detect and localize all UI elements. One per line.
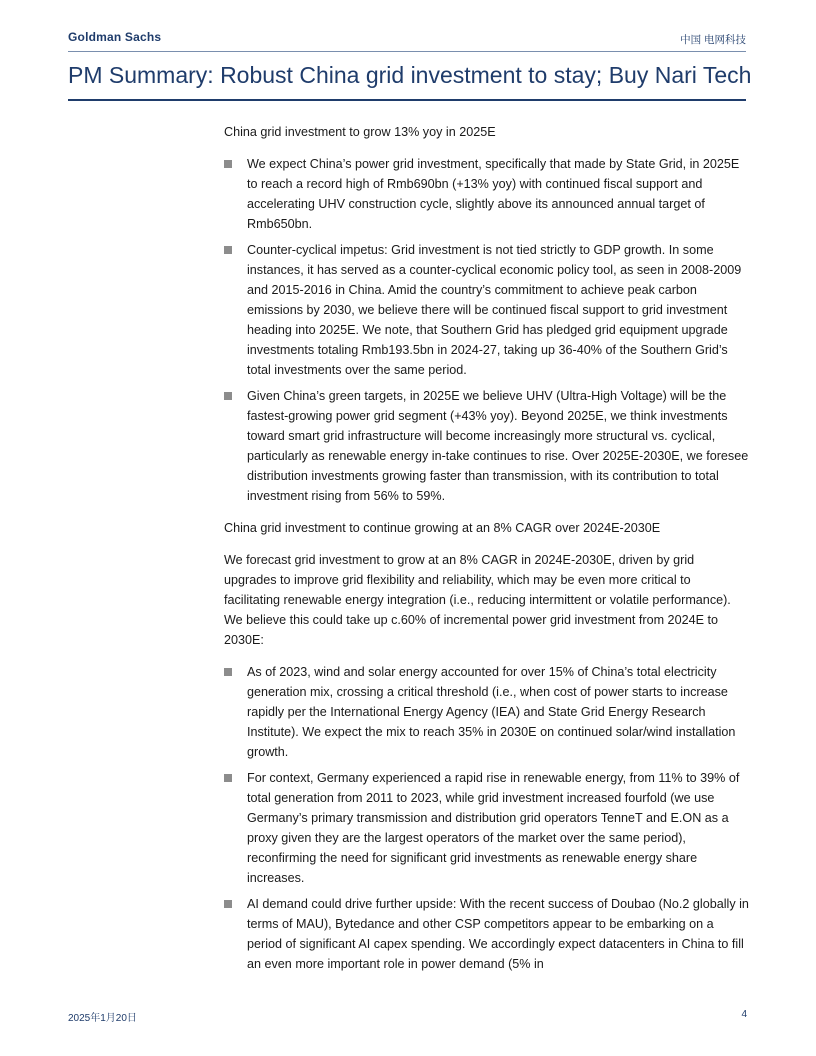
bullet-text: Given China’s green targets, in 2025E we believe UHV (Ultra-High Voltage) will be the fastest-growing power grid segment (+43% yoy). Beyond 2025E, we think investments toward smart grid infrastructure will become increasingly more structural vs. cyclical, particularly as renewable energy in-take continues to rise. Over 2025E-2030E, we foresee distribution investments growing faster than transmission, with its contribution to total investment rising from 56% to 59%. [247, 389, 749, 503]
bullet-text: AI demand could drive further upside: With the recent success of Doubao (No.2 globally in terms of MAU), Bytedance and other CSP competitors appear to be embarking on a period of significant AI capex spending. We accordingly expect datacenters in China to fill an even more important role in power demand (5% in [247, 897, 749, 971]
list-item [224, 154, 750, 234]
page-number: 4 [741, 1009, 747, 1020]
square-bullet-icon [224, 160, 232, 168]
body-paragraph: We forecast grid investment to grow at an 8% CAGR in 2024E-2030E, driven by grid upgrades to improve grid flexibility and reliability, which may be even more critical to facilitating renewable energy integration (i.e., reducing intermittent or volatile performance). We believe this could take up c.60% of incremental power grid investment from 2024E to 2030E: [224, 553, 731, 647]
bullet-text: As of 2023, wind and solar energy accounted for over 15% of China’s total electricity generation mix, crossing a critical threshold (i.e., when cost of power starts to increase rapidly per the International Energy Agency (IEA) and State Grid Energy Research Institute). We expect the mix to reach 35% in 2030E on continued solar/wind installation growth. [247, 665, 736, 759]
square-bullet-icon [224, 900, 232, 908]
section-heading-grid-growth: China grid investment to grow 13% yoy in 2025E [224, 125, 496, 139]
list-item [224, 386, 750, 506]
square-bullet-icon [224, 246, 232, 254]
bullet-text: We expect China’s power grid investment, specifically that made by State Grid, in 2025E to reach a record high of Rmb690bn (+13% yoy) with continued fiscal support and accelerating UHV construction cycle, slightly above its announced annual target of Rmb650bn. [247, 157, 740, 231]
header-divider [68, 51, 746, 52]
list-item [224, 894, 750, 974]
section-heading-cagr: China grid investment to continue growing at an 8% CAGR over 2024E-2030E [224, 521, 661, 535]
bullet-list-grid-growth [224, 154, 750, 506]
bullet-text: For context, Germany experienced a rapid rise in renewable energy, from 11% to 39% of total generation from 2011 to 2023, while grid investment increased fourfold (we use Germany’s primary transmission and distribution grid operators TenneT and E.ON as a proxy given they are the largest operators of the market over the same period), reconfirming the need for significant grid investments as renewable energy share increases. [247, 771, 740, 885]
square-bullet-icon [224, 774, 232, 782]
brand-name: Goldman Sachs [68, 30, 162, 44]
footer-date: 2025年1月20日 [68, 1013, 137, 1024]
list-item [224, 240, 750, 380]
bullet-text: Counter-cyclical impetus: Grid investment is not tied strictly to GDP growth. In some instances, it has served as a counter-cyclical economic policy tool, as seen in 2008-2009 and 2015-2016 in China. Amid the country’s commitment to achieve peak carbon emissions by 2030, we believe there will be continued fiscal support to grid investment heading into 2025E. We note, that Southern Grid has pledged grid equipment upgrade investments totaling Rmb193.5bn in 2024-27, taking up 36-40% of the Southern Grid’s total investments over the same period. [247, 243, 742, 377]
page-title: PM Summary: Robust China grid investment to stay; Buy Nari Tech [68, 62, 752, 88]
title-underline [68, 99, 746, 101]
list-item [224, 768, 750, 888]
page-header [68, 30, 746, 48]
header-category: 中国 电网科技 [680, 34, 746, 46]
list-item [224, 662, 750, 762]
square-bullet-icon [224, 392, 232, 400]
report-body [224, 122, 750, 986]
bullet-list-cagr [224, 662, 750, 974]
square-bullet-icon [224, 668, 232, 676]
